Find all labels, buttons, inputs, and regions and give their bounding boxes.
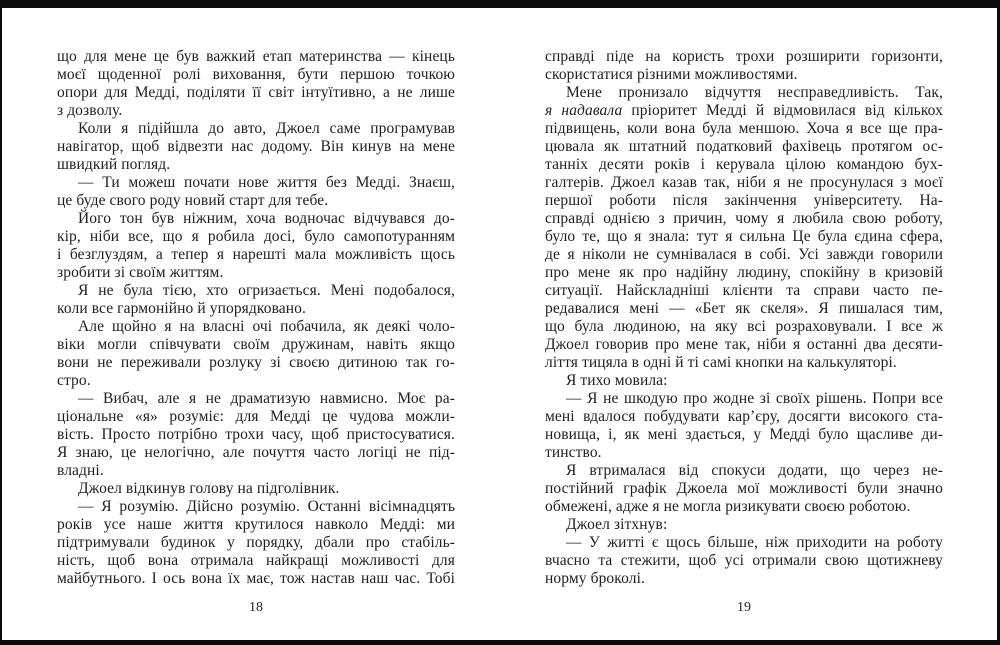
text-line: і безглуздям, а тепер я нарешті мала можливість щось — [57, 246, 455, 263]
text-line: з дозволу. — [57, 102, 123, 119]
text-line: Я тихо мовила: — [566, 372, 668, 389]
text-line: Я не була тією, хто огризається. Мені подобалося, — [78, 282, 455, 299]
text-line: ситуації. Найскладніші клієнти та справи часто пе- — [545, 282, 943, 299]
text-line: — У житті є щось більше, ніж приходити на роботу — [566, 534, 943, 551]
text-line: вчасно та стежити, щоб усі отримали свою щотижневу — [545, 552, 943, 569]
text-line: про мене як про надійну людину, спокійну в кризовій — [545, 264, 943, 281]
text-line: підтримували будинок у порядку, дбали про стабіль- — [57, 534, 455, 551]
text-line: справді однією з причин, чому я любила свою роботу, — [545, 210, 943, 227]
text-line: — Я розумію. Дійсно розумію. Останні вісімнадцять — [78, 498, 455, 515]
text-line: віки могли співчувати своїм дружинам, навіть якщо — [57, 336, 455, 353]
text-line: цювала як штатний податковий фахівець протягом ос- — [545, 138, 943, 155]
text-line: майбутнього. І ось вона їх має, тож настав наш час. Тобі — [57, 570, 455, 587]
text-line: моєї щоденної ролі виховання, бути першою точкою — [57, 66, 455, 83]
text-line: кір, ніби все, що я робила досі, було самопотуранням — [57, 228, 455, 245]
text-line: Джоел відкинув голову на підголівник. — [78, 480, 340, 497]
text-line: підвищень, коли вона була меншою. Хоча я все ще пра- — [545, 120, 943, 137]
text-line: Але щойно я на власні очі побачила, як деякі чоло- — [78, 318, 455, 335]
text-line: — Ти можеш почати нове життя без Медді. Знаєш, — [78, 174, 455, 191]
text-line: Джоел зітхнув: — [566, 516, 668, 533]
text-line: навігатор, щоб відвезти нас додому. Він кинув на мене — [57, 138, 455, 155]
book-spread — [2, 8, 997, 640]
text-line: — Вибач, але я не драматизую навмисно. Моє ра- — [78, 390, 455, 407]
text-line: мені вдалося побудувати кар’єру, досягти високого ста- — [545, 408, 943, 425]
text-line: ліття тицяла в одні й ті самі кнопки на калькуляторі. — [545, 354, 897, 371]
text-line: стро. — [57, 372, 91, 389]
text-line: Джоел говорив про мене так, ніби я останні два десяти- — [545, 336, 943, 353]
text-line: першої роботи після закінчення університету. На- — [545, 192, 943, 209]
text-line: вість. Просто потрібно трохи часу, щоб пристосуватися. — [57, 426, 455, 443]
page-number-right: 19 — [737, 600, 751, 615]
text-line: справді піде на користь трохи розширити горизонти, — [545, 48, 943, 65]
text-line: норму броколі. — [545, 570, 645, 587]
text-line: було те, що я знала: тут я сильна Це була єдина сфера, — [545, 228, 943, 245]
text-line: — Я не шкодую про жодне зі своїх рішень. Попри все — [566, 390, 943, 407]
text-line: галтерів. Джоел казав так, ніби я не просунулася з моєї — [545, 174, 943, 191]
text-line: танніх десяти років і керувала цілою командою бух- — [545, 156, 943, 173]
text-line: обмежені, адже я не могла ризикувати своєю роботою. — [545, 498, 911, 515]
text-line: опори для Медді, поділяти її світ інтуїтивно, а не лише — [57, 84, 455, 101]
text-line: Я знаю, це нелогічно, але почуття часто логіці не під- — [57, 444, 455, 461]
page-left-text — [57, 48, 455, 588]
text-line: ність, щоб вона отримала найкращі можливості для — [57, 552, 455, 569]
text-line: тинство. — [545, 444, 602, 461]
text-line: Його тон був ніжним, хоча водночас відчувався до- — [78, 210, 455, 227]
text-line: вони не переживали розлуку зі своєю дитиною так го- — [57, 354, 455, 371]
text-line: редавалися мені — «Бет як скеля». Я пишалася тим, — [545, 300, 943, 317]
text-line: це буде свого роду новий старт для тебе. — [57, 192, 329, 209]
text-line: коли все гармонійно й упорядковано. — [57, 300, 307, 317]
text-line: постійний графік Джоела мої можливості були значно — [545, 480, 943, 497]
text-line: Мене пронизало відчуття несправедливість. Так, — [566, 84, 943, 101]
text-line: років усе наше життя крутилося навколо Медді: ми — [57, 516, 455, 533]
text-line: Я втрималася від спокуси додати, що через не- — [566, 462, 943, 479]
text-line: я надавала пріоритет Медді й відмовилася від кількох — [545, 102, 944, 119]
text-line: скористатися різними можливостями. — [545, 66, 798, 83]
text-line: що була людиною, на яку всі розраховували. І все ж — [545, 318, 943, 335]
text-line: владні. — [57, 462, 104, 479]
text-line: швидкий погляд. — [57, 156, 171, 173]
text-line: новища, і, як мені здається, у Медді було щасливе ди- — [545, 426, 943, 443]
page-number-left: 18 — [249, 600, 263, 615]
text-line: ціональне «я» розуміє: для Медді це чудова можли- — [57, 408, 455, 425]
text-line: зробити зі своїм життям. — [57, 264, 224, 281]
text-line: де я ніколи не сумнівалася в собі. Усі завжди говорили — [545, 246, 943, 263]
page-right-text — [545, 48, 943, 588]
text-line: Коли я підійшла до авто, Джоел саме програмував — [78, 120, 455, 137]
text-line: що для мене це був важкий етап материнства — кінець — [57, 48, 455, 65]
